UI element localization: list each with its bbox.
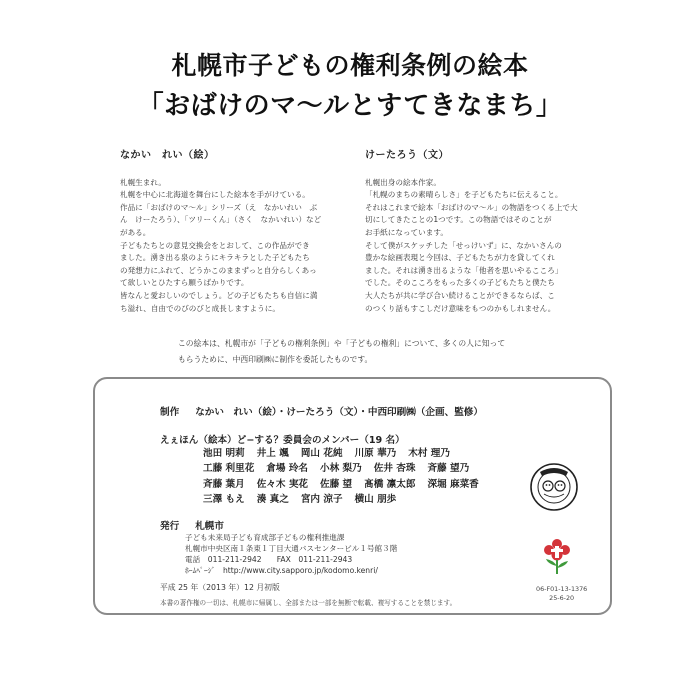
illustrator-line: がある。: [120, 227, 151, 237]
illustrator-heading: なかい れい（絵）: [120, 150, 215, 161]
address-line: ﾎｰﾑﾍﾟｰｼﾞ http://www.city.sapporo.jp/kodomo.kenri/: [185, 566, 378, 575]
member-name: 宮内 涼子: [300, 494, 343, 506]
author-line: ました。それは湧き出るような「他者を思いやるこころ」: [365, 265, 563, 275]
publisher-address: [185, 532, 397, 576]
address-line: 電話 011-211-2942 FAX 011-211-2943: [185, 555, 353, 564]
publisher-credit: [160, 518, 224, 532]
author-line: のつくり話もすこしだけ意味をもつのかもしれません。: [365, 303, 556, 313]
address-line: 札幌市中央区南１条東１丁目大通バスセンタービル１号館３階: [185, 544, 398, 553]
member-name: 佐々木 実花: [256, 478, 309, 490]
member-name: 井上 颯: [256, 448, 289, 459]
production-text: なかい れい（絵）・けーたろう（文）・中西印刷㈱（企画、監修）: [195, 407, 483, 418]
illustrator-line: ち溢れ、自由でのびのびと成長しますように。: [120, 303, 280, 313]
member-row: [203, 446, 491, 461]
illustrator-section: [120, 150, 335, 315]
member-name: 工藤 利里花: [203, 463, 255, 475]
member-name: 横山 朋歩: [354, 494, 397, 506]
committee-title: えぇほん（絵本）ど−する？委員会のメンバー（19 名）: [160, 435, 405, 446]
note-line: この絵本は、札幌市が「子どもの権利条例」や「子どもの権利」について、多くの人に知って: [178, 339, 506, 348]
member-row: [203, 492, 491, 507]
book-subtitle: 「おばけのマ〜ルとすてきなまち」: [137, 91, 563, 121]
commission-note: [178, 336, 505, 368]
member-name: 深堀 麻菜香: [427, 478, 479, 490]
member-name: 斉藤 望乃: [427, 463, 470, 475]
author-line: それはこれまで絵本「おばけのマ〜ル」の物語をつくる上で大: [365, 202, 578, 212]
member-row: [203, 477, 491, 492]
illustrator-line: 子どもたちとの意見交換会をとおして、この作品ができ: [120, 240, 310, 250]
member-name: 佐藤 望: [320, 478, 353, 490]
illustrator-line: 作品に「おばけのマ〜ル」シリーズ（え なかいれい ぶ: [120, 202, 318, 212]
member-name: 岡山 花純: [300, 448, 343, 459]
illustrator-line: の発想力にふれて、どうかこのままずっと自分らしくあっ: [120, 265, 317, 275]
member-name: 小林 梨乃: [320, 463, 362, 475]
member-name: 川原 華乃: [354, 448, 397, 459]
author-line: 豊かな絵画表現と今回は、子どもたちが力を貸してくれ: [365, 253, 555, 263]
member-name: 木村 理乃: [408, 448, 450, 459]
author-line: そして僕がスケッチした「せっけいず」に、なかいさんの: [365, 240, 562, 250]
publisher-name: 札幌市: [195, 521, 224, 532]
illustrator-line: て欲しいとひたすら願うばかりです。: [120, 278, 249, 288]
author-line: 札幌出身の絵本作家。: [365, 177, 441, 187]
member-row: [203, 461, 491, 476]
production-credit: [160, 404, 483, 418]
illustrator-line: 皆なんと愛おしいのでしょう。どの子どもたちも自信に満: [120, 290, 318, 300]
note-line: もらうために、中西印刷㈱に制作を委託したものです。: [178, 355, 373, 364]
copyright-notice: 本書の著作権の一切は、札幌市に帰属し、全部または一部を無断で転載、複写することを禁じます。: [160, 599, 457, 607]
member-name: 湊 真之: [256, 494, 289, 506]
author-line: 「札幌のまちの素晴らしさ」を子どもたちに伝えること。: [365, 190, 563, 200]
author-line: 大人たちが共に学び合い続けることができるならば、こ: [365, 290, 555, 300]
author-section: [365, 150, 585, 315]
production-label: 制作: [160, 407, 180, 418]
member-name: 佐井 杏珠: [373, 463, 416, 475]
illustrator-line: ました。湧き出る泉のようにキラキラとした子どもたち: [120, 253, 310, 263]
seal-logo-icon: [529, 462, 579, 512]
illustrator-line: ん けーたろう）、「ツリーくん」（さく なかいれい）など: [120, 215, 322, 225]
address-line: 子ども未来局子ども育成部子どもの権利推進課: [185, 533, 345, 542]
member-name: 池田 明莉: [203, 448, 245, 459]
illustrator-line: 札幌を中心に北海道を舞台にした絵本を手がけている。: [120, 190, 310, 200]
member-name: 斉藤 葉月: [203, 478, 245, 490]
document-code: [536, 585, 587, 603]
committee-members: [203, 446, 491, 508]
author-line: お手紙になっています。: [365, 227, 448, 237]
member-name: 三澤 もえ: [203, 494, 245, 506]
author-heading: けーたろう（文）: [365, 150, 449, 161]
member-name: 倉場 玲名: [266, 463, 309, 475]
member-name: 髙橋 凛太郎: [364, 478, 416, 490]
edition-date: 平成 25 年（2013 年）12 月初版: [160, 583, 280, 592]
book-title: 札幌市子どもの権利条例の絵本: [171, 51, 529, 80]
code-line: 06-F01-13-1376: [536, 585, 588, 593]
publisher-label: 発行: [160, 521, 180, 532]
illustrator-line: 札幌生まれ。: [120, 177, 167, 187]
flower-mark-icon: [540, 536, 574, 576]
author-line: 切にしてきたことの1つです。この物語ではそのことが: [365, 215, 552, 225]
author-line: でした。そのこころをもった多くの子どもたちと僕たち: [365, 278, 555, 288]
code-line: 25-6-20: [549, 594, 575, 602]
